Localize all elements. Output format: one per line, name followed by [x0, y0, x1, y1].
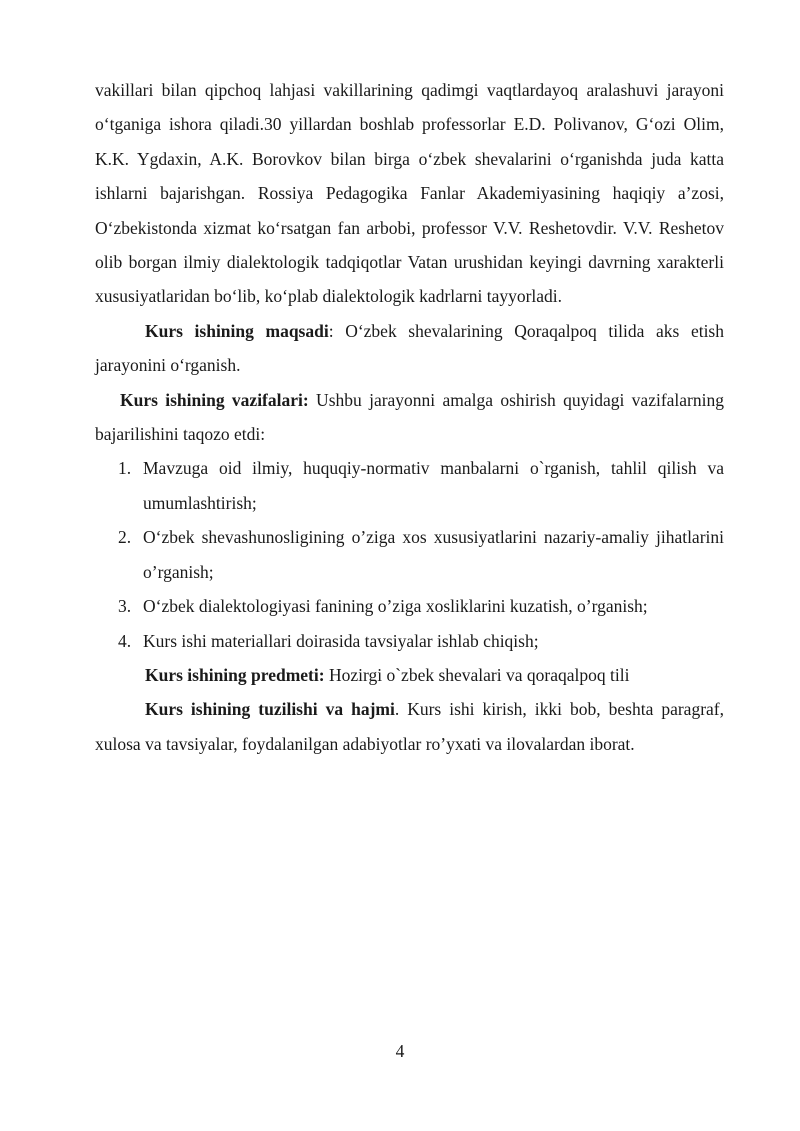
- list-item-number: 2.: [118, 527, 132, 548]
- list-item-text: O‘zbek dialektologiyasi fanining o’ziga xosliklarini kuzatish, o’rganish;: [143, 596, 648, 617]
- page-number: 4: [395, 1041, 405, 1061]
- intro-paragraph: vakillari bilan qipchoq lahjasi vakillarining qadimgi vaqtlardayoq aralashuvi jarayoni o‘tganiga ishora qiladi.30 yillardan boshlab professorlar E.D. Polivanov, G‘ozi Olim, K.K. Ygdaxin, A.K. Borovkov bilan birga o‘zbek shevalarini o‘rganishda juda katta ishlarni bajarishgan. Rossiya Pedagogika Fanlar Akademiyasining haqiqiy a’zosi, O‘zbekistonda xizmat ko‘rsatgan fan arbobi, professor V.V. Reshetovdir. V.V. Reshetov olib borgan ilmiy dialektologik tadqiqotlar Vatan urushidan keyingi davrning xarakterli xususiyatlaridan bo‘lib, ko‘plab dialektologik kadrlarni tayyorladi.: [95, 80, 724, 307]
- list-item: [95, 451, 724, 520]
- list-item-number: 3.: [118, 596, 132, 617]
- structure-text: . Kurs ishi kirish, ikki bob, beshta paragraf, xulosa va tavsiyalar, foydalanilgan adabiyotlar ro’yxati va ilovalardan iborat.: [95, 699, 724, 754]
- structure-paragraph: [95, 692, 724, 761]
- list-item: [95, 520, 724, 589]
- goal-text: : O‘zbek shevalarining Qoraqalpoq tilida aks etish jarayonini o‘rganish.: [95, 320, 724, 376]
- subject-paragraph: [95, 658, 724, 692]
- tasks-label: Kurs ishining vazifalari:: [120, 389, 309, 410]
- list-item-text: Kurs ishi materiallari doirasida tavsiyalar ishlab chiqish;: [143, 630, 539, 651]
- subject-label: Kurs ishining predmeti:: [145, 664, 325, 685]
- page-body: [95, 73, 724, 761]
- goal-paragraph: [95, 314, 724, 383]
- tasks-text: Ushbu jarayonni amalga oshirish quyidagi vazifalarning bajarilishini taqozo etdi:: [95, 389, 724, 445]
- list-item-text: O‘zbek shevashunosligining o’ziga xos xususiyatlarini nazariy-amaliy jihatlarini o’rganish;: [143, 527, 724, 582]
- list-item-number: 1.: [118, 458, 132, 479]
- list-item: [95, 624, 724, 658]
- list-item-text: Mavzuga oid ilmiy, huquqiy-normativ manbalarni o`rganish, tahlil qilish va umumlashtirish;: [143, 458, 724, 513]
- subject-text: Hozirgi o`zbek shevalari va qoraqalpoq tili: [324, 664, 630, 685]
- list-item-number: 4.: [118, 630, 132, 651]
- structure-label: Kurs ishining tuzilishi va hajmi: [145, 699, 395, 720]
- goal-label: Kurs ishining maqsadi: [145, 320, 329, 341]
- list-item: [95, 589, 724, 623]
- tasks-list: [95, 451, 724, 657]
- tasks-paragraph: [95, 383, 724, 452]
